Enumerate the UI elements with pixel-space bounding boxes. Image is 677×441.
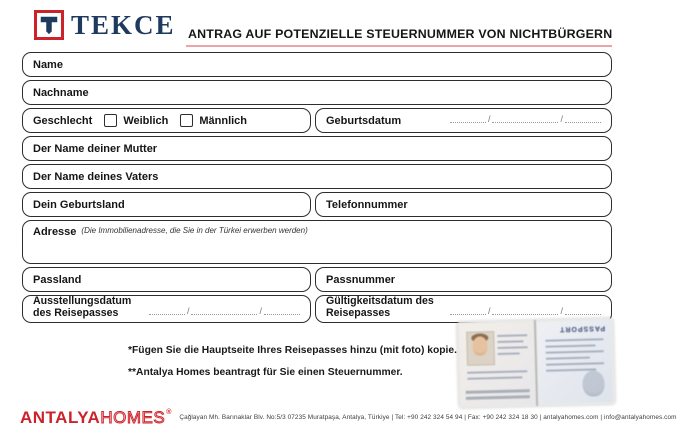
vater-field[interactable] [22, 164, 612, 189]
tekce-t-glyph [38, 14, 60, 36]
maennlich-checkbox[interactable] [180, 114, 193, 127]
telefonnummer-label: Telefonnummer [326, 198, 408, 211]
footer-address: Çağlayan Mh. Barınaklar Blv. No:5/3 07235 Muratpaşa, Antalya, Türkiye | Tel: +90 242 324 54 94 | Fax: +90 242 324 18 30 | antalyahomes.com | info@antalyahomes.com [179, 414, 677, 421]
weiblich-label: Weiblich [123, 114, 169, 127]
footnotes [128, 346, 457, 391]
ausstellungsdatum-label: Ausstellungsdatum des Reisepasses [33, 294, 132, 319]
name-label: Name [33, 58, 63, 71]
date-year-line[interactable] [565, 114, 601, 123]
registered-mark: ® [166, 409, 172, 416]
gueltigkeitsdatum-label: Gültigkeitsdatum des Reisepasses [326, 294, 434, 319]
mutter-field[interactable] [22, 136, 612, 161]
date-separator: / [487, 306, 491, 316]
tekce-logo [34, 10, 176, 40]
geburtsdatum-date-line[interactable] [401, 114, 601, 127]
date-month-line[interactable] [492, 306, 558, 315]
gueltigkeitsdatum-date-line[interactable] [450, 306, 601, 319]
brand-antalya: ANTALYA [20, 408, 101, 427]
ausstellungsdatum-field[interactable] [22, 295, 311, 323]
title-underline [186, 45, 612, 47]
geburtsland-field[interactable] [22, 192, 311, 217]
date-separator: / [560, 306, 563, 316]
nachname-label: Nachname [33, 86, 89, 99]
maennlich-label: Männlich [199, 114, 248, 127]
date-separator: / [487, 114, 491, 124]
passport-ghost-photo [582, 370, 605, 397]
adresse-label: Adresse [33, 226, 77, 238]
passland-field[interactable] [22, 267, 311, 292]
footnote-passport-copy: *Fügen Sie die Hauptseite Ihres Reisepasses hinzu (mit foto) kopie. [128, 345, 457, 356]
date-day-line[interactable] [149, 306, 185, 315]
adresse-field[interactable] [22, 220, 612, 264]
tekce-logo-icon [34, 10, 64, 40]
geschlecht-label: Geschlecht [33, 114, 93, 127]
passnummer-label: Passnummer [326, 273, 396, 286]
vater-label: Der Name deines Vaters [33, 170, 159, 183]
date-day-line[interactable] [450, 306, 486, 315]
application-form [22, 52, 612, 323]
passport-heading: PASSPORT [559, 324, 606, 333]
antalya-homes-logo [20, 409, 171, 426]
geschlecht-field [22, 108, 311, 133]
telefonnummer-field[interactable] [315, 192, 612, 217]
ausstellungsdatum-date-line[interactable] [149, 306, 300, 319]
passport-photo [466, 331, 495, 366]
date-separator: / [560, 114, 563, 124]
weiblich-checkbox[interactable] [104, 114, 117, 127]
geburtsdatum-field[interactable] [315, 108, 612, 133]
date-month-line[interactable] [492, 114, 558, 123]
nachname-field[interactable] [22, 80, 612, 105]
geburtsdatum-label: Geburtsdatum [326, 114, 402, 127]
date-separator: / [259, 306, 262, 316]
passport-sample-image [457, 318, 615, 408]
passland-label: Passland [33, 273, 82, 286]
date-separator: / [186, 306, 190, 316]
date-month-line[interactable] [191, 306, 257, 315]
date-year-line[interactable] [264, 306, 300, 315]
name-field[interactable] [22, 52, 612, 77]
footnote-antalya-homes: **Antalya Homes beantragt für Sie einen Steuernummer. [128, 367, 403, 379]
adresse-note: (Die Immobilienadresse, die Sie in der Türkei erwerben werden) [81, 226, 308, 235]
footer [20, 409, 677, 426]
mutter-label: Der Name deiner Mutter [33, 142, 158, 155]
tekce-logo-text: TEKCE [71, 9, 176, 40]
date-day-line[interactable] [450, 114, 486, 123]
passport-left-page [459, 322, 535, 406]
brand-homes: HOMES [100, 408, 166, 427]
date-year-line[interactable] [565, 306, 601, 315]
passnummer-field[interactable] [315, 267, 612, 292]
page-title: ANTRAG AUF POTENZIELLE STEUERNUMMER VON NICHTBÜRGERN [188, 27, 613, 41]
passport-right-page [537, 320, 613, 404]
geburtsland-label: Dein Geburtsland [33, 198, 125, 211]
